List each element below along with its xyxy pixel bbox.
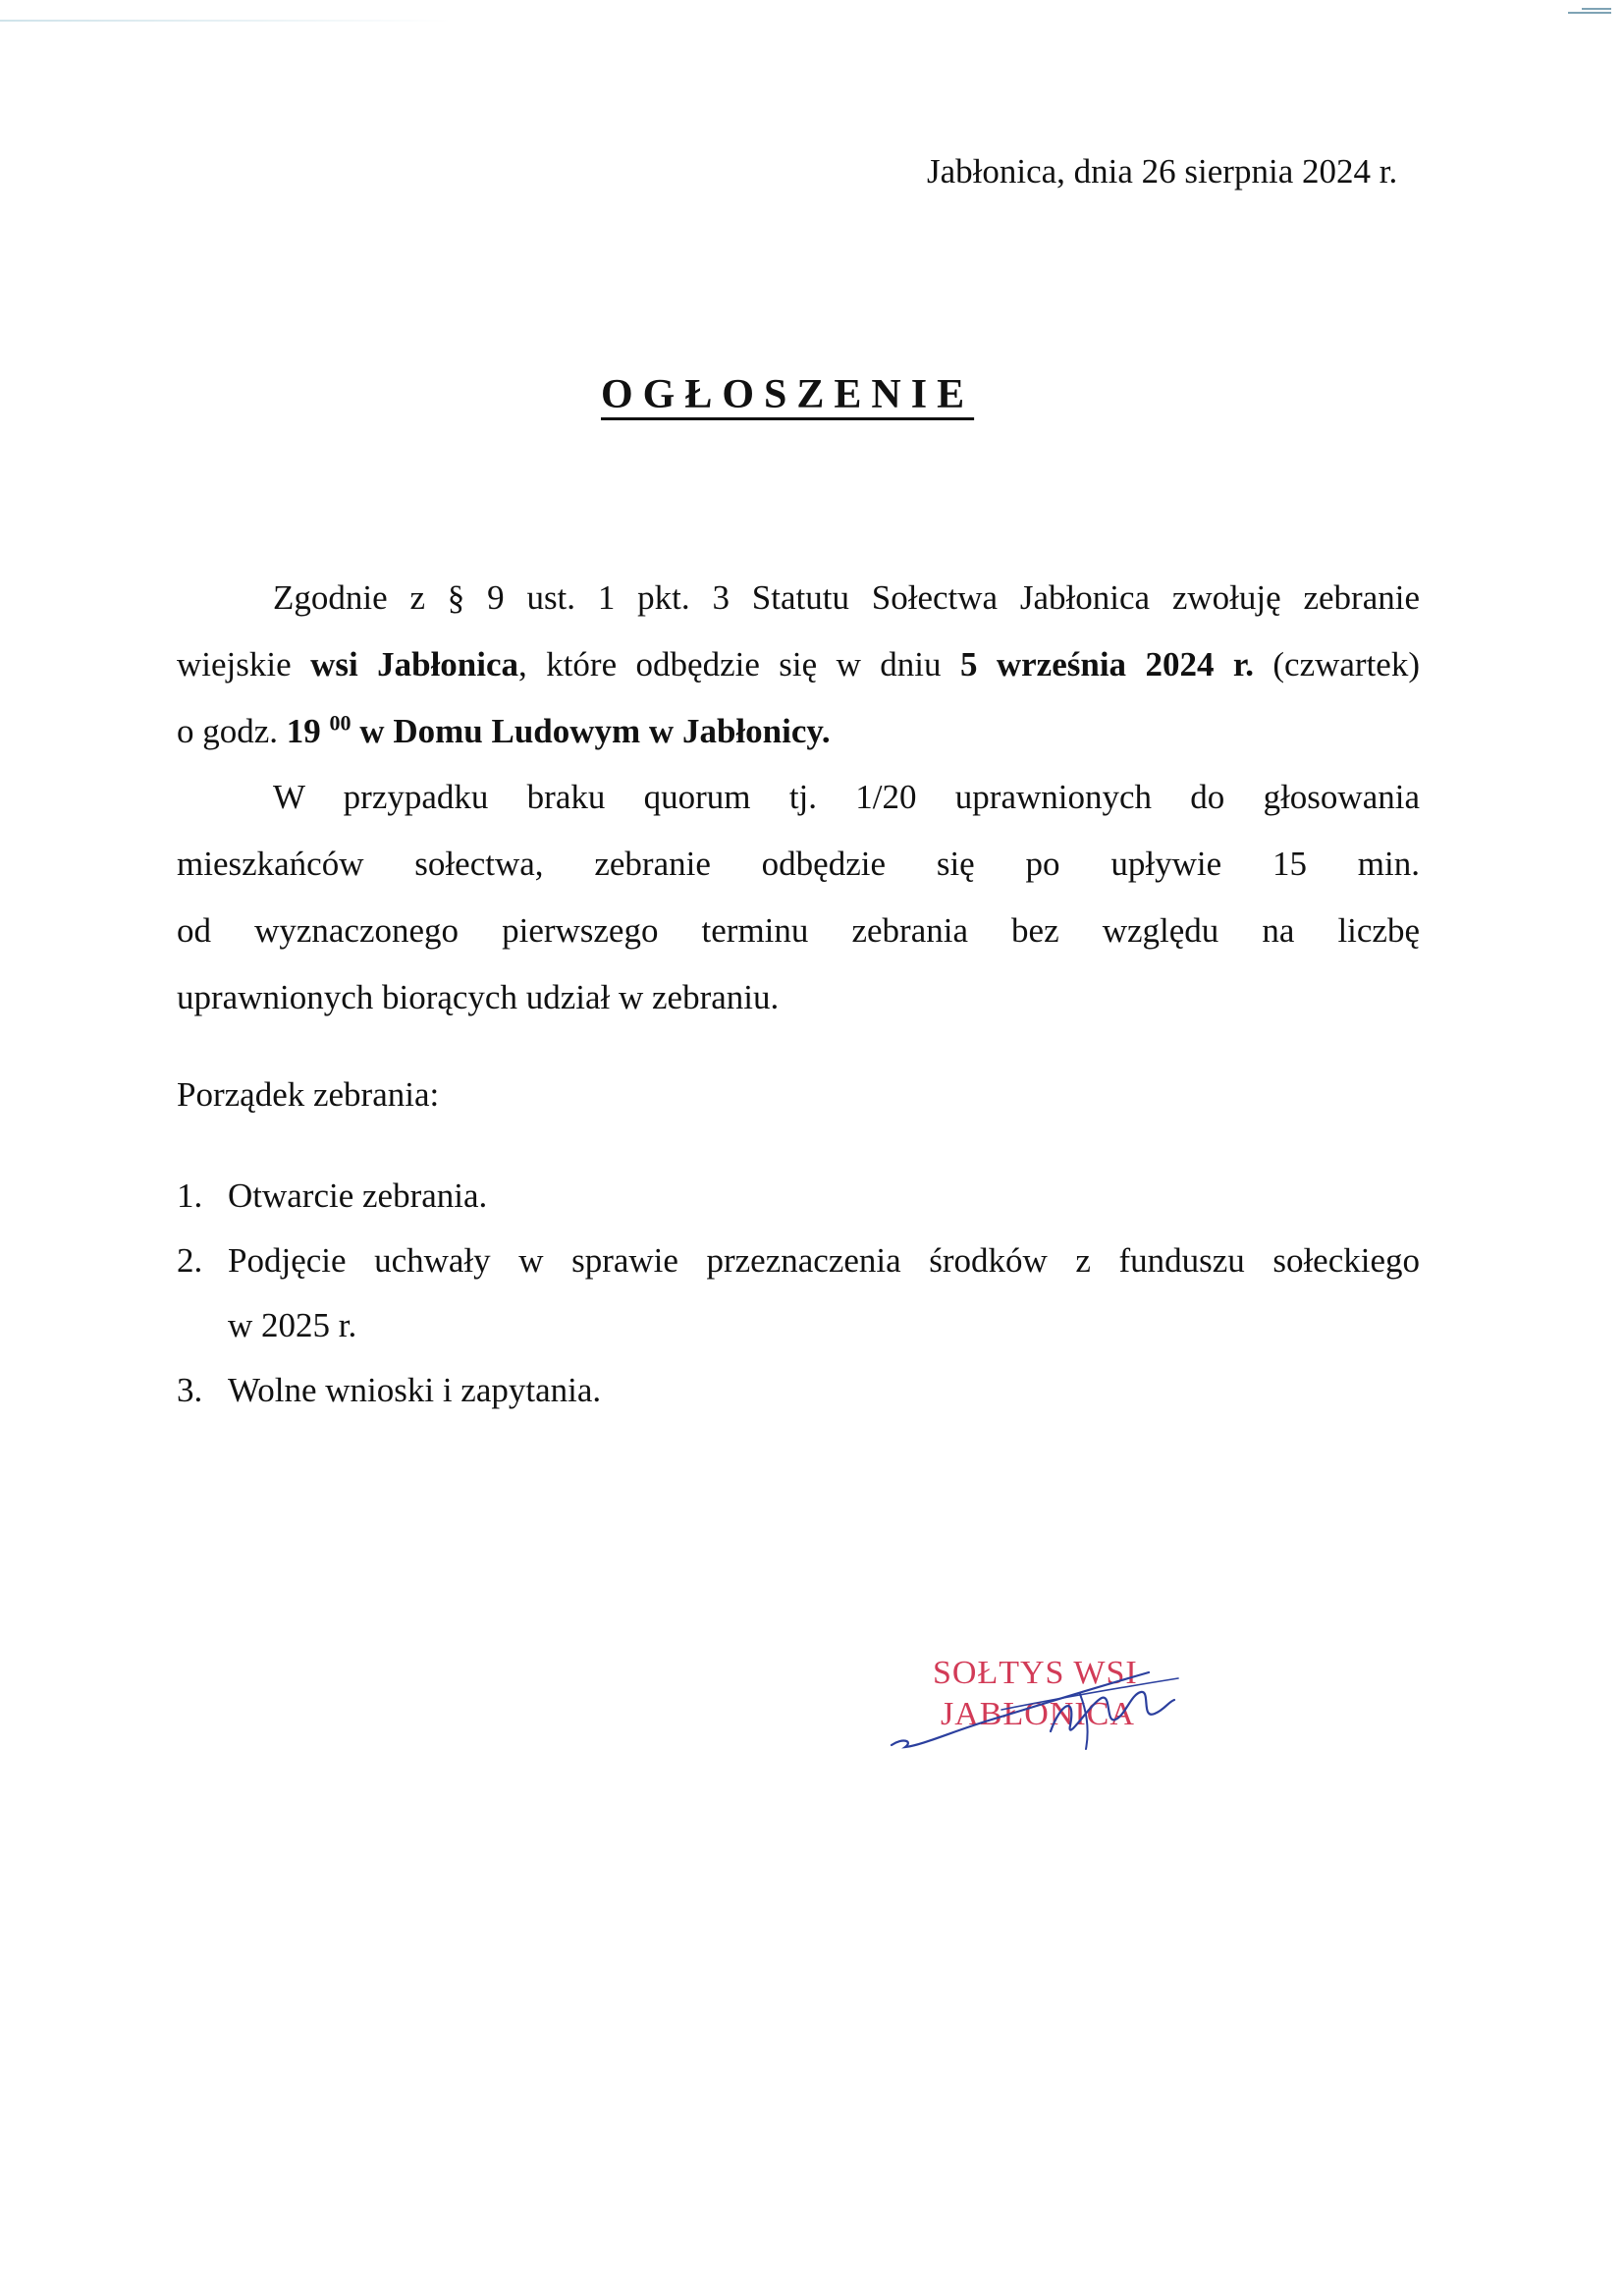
list-item: [177, 1229, 1420, 1358]
village-name: wsi Jabłonica: [310, 645, 519, 683]
meeting-date: 5 września 2024 r.: [959, 645, 1254, 683]
paragraph-line: mieszkańców sołectwa, zebranie odbędzie się po upływie 15 min.: [177, 845, 1420, 883]
document-date: Jabłonica, dnia 26 sierpnia 2024 r.: [927, 152, 1398, 191]
paragraph-text: , które odbędzie się w dniu: [518, 645, 960, 683]
meeting-hour: 19: [286, 712, 321, 750]
meeting-weekday: (czwartek): [1253, 645, 1420, 683]
agenda-label: Porządek zebrania:: [177, 1075, 440, 1114]
list-item: [177, 1164, 1420, 1229]
paragraph-line: od wyznaczonego pierwszego terminu zebrania bez względu na liczbę: [177, 911, 1420, 950]
stamp-village: JABŁONICA: [941, 1696, 1135, 1732]
list-item-number: 1.: [177, 1176, 203, 1215]
agenda-list: [177, 1164, 1420, 1423]
paragraph-line: [177, 698, 1420, 765]
paragraph-text: Zgodnie z § 9 ust. 1 pkt. 3 Statutu Sołectwa Jabłonica zwołuję zebranie: [273, 578, 1420, 617]
scan-edge-mark: [0, 20, 452, 22]
quorum-paragraph: [177, 764, 1420, 1031]
scan-corner-mark: [1568, 8, 1611, 14]
announcement-paragraph: [177, 565, 1420, 765]
list-item-number: 3.: [177, 1371, 203, 1409]
paragraph-text: o godz.: [177, 712, 287, 750]
meeting-place: w Domu Ludowym w Jabłonicy.: [351, 712, 831, 750]
list-item-number: 2.: [177, 1241, 203, 1280]
paragraph-line: [177, 565, 1420, 631]
paragraph-line: [177, 764, 1420, 831]
official-stamp: [884, 1655, 1208, 1763]
list-item-text: Otwarcie zebrania.: [228, 1176, 488, 1215]
list-item-text: Podjęcie uchwały w sprawie przeznaczenia środków z funduszu sołeckiego: [228, 1241, 1420, 1280]
paragraph-text: wiejskie: [177, 645, 311, 683]
list-item-text: Wolne wnioski i zapytania.: [228, 1371, 602, 1409]
document-title: OGŁOSZENIE: [601, 372, 975, 417]
meeting-minutes: 00: [329, 710, 352, 736]
paragraph-line: uprawnionych biorących udział w zebraniu.: [177, 978, 780, 1016]
stamp-title: SOŁTYS WSI: [933, 1655, 1138, 1691]
paragraph-line: [177, 631, 1420, 698]
meeting-time: [287, 712, 352, 750]
handwritten-signature: [884, 1655, 1208, 1763]
list-item: [177, 1358, 1420, 1423]
paragraph-text: W przypadku braku quorum tj. 1/20 uprawnionych do głosowania: [273, 778, 1420, 816]
list-item-text-continued: w 2025 r.: [228, 1306, 357, 1344]
